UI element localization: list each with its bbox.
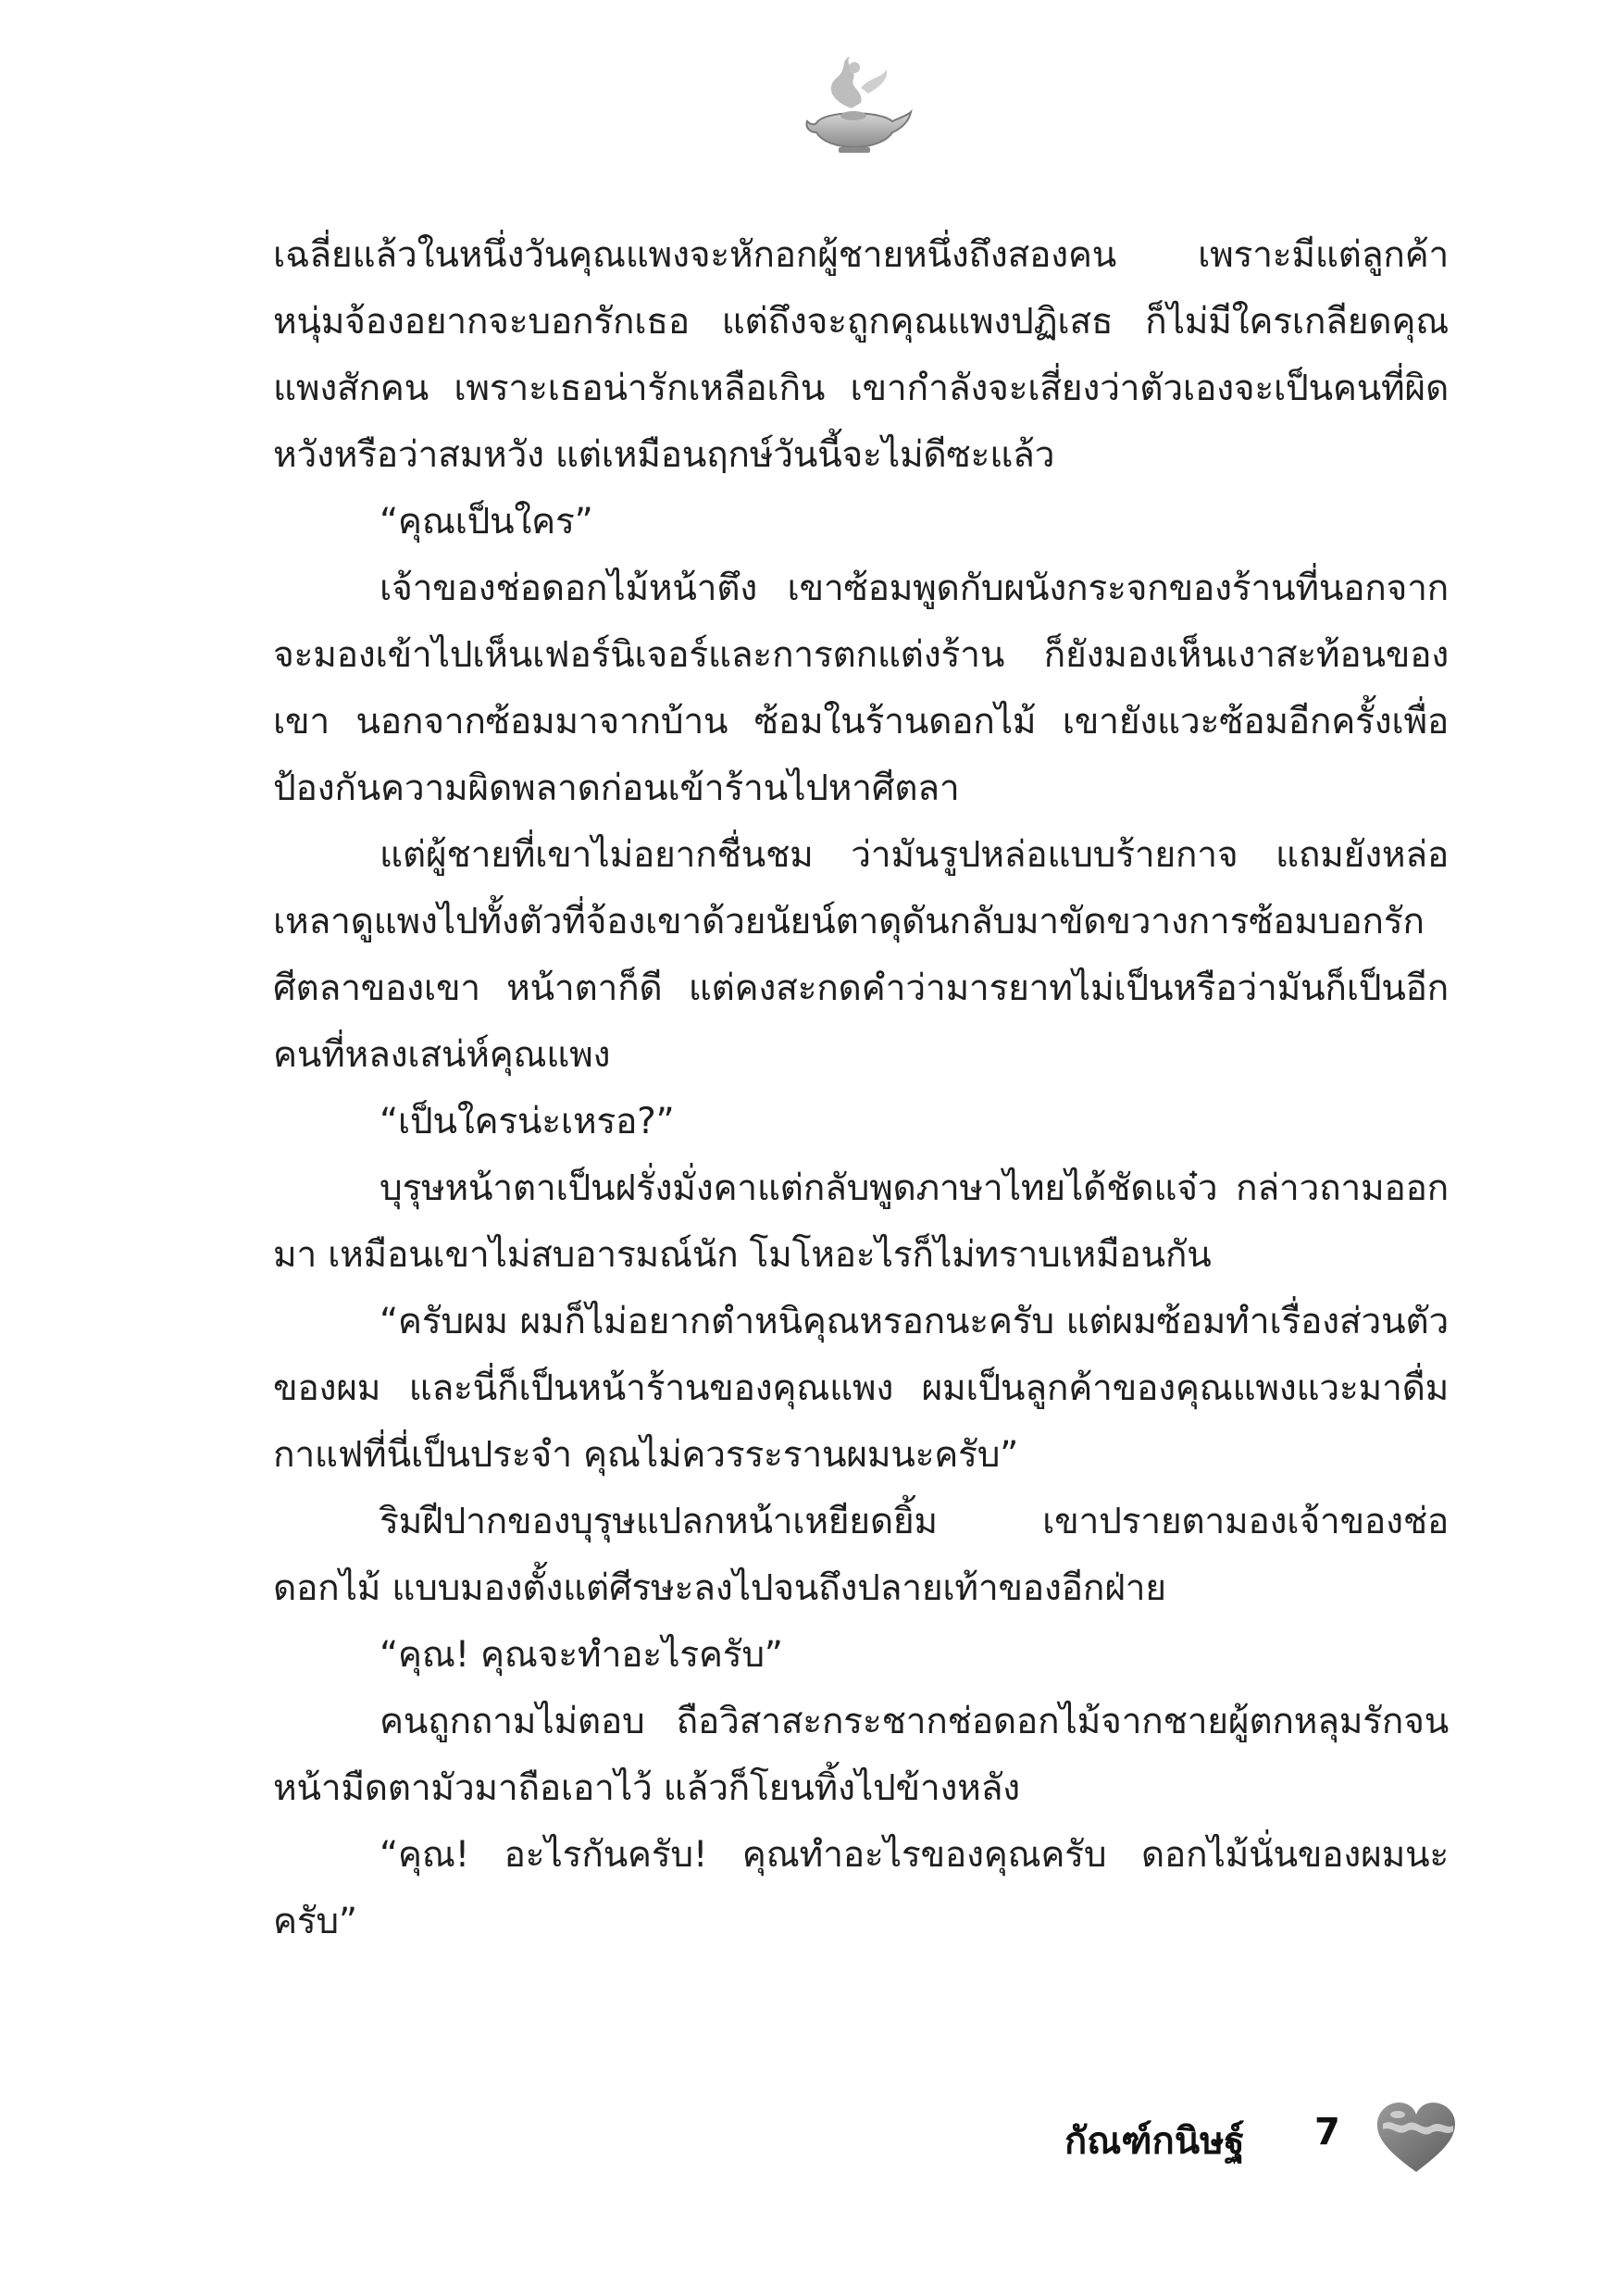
dialogue-line: “เป็นใครน่ะเหรอ?” xyxy=(380,1101,675,1142)
page-footer xyxy=(1064,2090,1435,2202)
dialogue-line: “คุณ! อะไรกันครับ! คุณทำอะไรของคุณครับ ดอกไม้นั่นของผมนะครับ” xyxy=(273,1834,1449,1942)
story-body xyxy=(273,222,1449,2055)
dialogue-line: “คุณเป็นใคร” xyxy=(380,501,593,543)
paragraph: บุรุษหน้าตาเป็นฝรั่งมั่งคาแต่กลับพูดภาษาไทยได้ชัดแจ๋ว กล่าวถามออกมา เหมือนเขาไม่สบอารมณ์นัก โมโหอะไรก็ไม่ทราบเหมือนกัน xyxy=(273,1167,1449,1276)
paragraph: เจ้าของช่อดอกไม้หน้าตึง เขาซ้อมพูดกับผนังกระจกของร้านที่นอกจากจะมองเข้าไปเห็นเฟอร์นิเจอร์และการตกแต่งร้าน ก็ยังมองเห็นเงาสะท้อนของเขา นอกจากซ้อมมาจากบ้าน ซ้อมในร้านดอกไม้ เขายังแวะซ้อมอีกครั้งเพื่อป้องกันความผิดพลาดก่อนเข้าร้านไปหาศีตลา xyxy=(273,568,1449,809)
heart-icon xyxy=(1370,2090,1462,2183)
paragraph: เฉลี่ยแล้วในหนึ่งวันคุณแพงจะหักอกผู้ชายหนึ่งถึงสองคน เพราะมีแต่ลูกค้าหนุ่มจ้องอยากจะบอกรักเธอ แต่ถึงจะถูกคุณแพงปฏิเสธ ก็ไม่มีใครเกลียดคุณแพงสักคน เพราะเธอน่ารักเหลือเกิน เขากำลังจะเสี่ยงว่าตัวเองจะเป็นคนที่ผิดหวังหรือว่าสมหวัง แต่เหมือนฤกษ์วันนี้จะไม่ดีซะแล้ว xyxy=(273,234,1449,476)
dialogue-line: “คุณ! คุณจะทำอะไรครับ” xyxy=(380,1634,783,1676)
dialogue-line: “ครับผม ผมก็ไม่อยากตำหนิคุณหรอกนะครับ แต่ผมซ้อมทำเรื่องส่วนตัวของผม และนี่ก็เป็นหน้าร้านของคุณแพง ผมเป็นลูกค้าของคุณแพงแวะมาดื่มกาแฟที่นี่เป็นประจำ คุณไม่ควรระรานผมนะครับ” xyxy=(273,1301,1449,1476)
paragraph: คนถูกถามไม่ตอบ ถือวิสาสะกระชากช่อดอกไม้จากชายผู้ตกหลุมรักจนหน้ามืดตามัวมาถือเอาไว้ แล้วก็โยนทิ้งไปข้างหลัง xyxy=(273,1701,1449,1809)
paragraph: แต่ผู้ชายที่เขาไม่อยากชื่นชม ว่ามันรูปหล่อแบบร้ายกาจ แถมยังหล่อเหลาดูแพงไปทั้งตัวที่จ้องเขาด้วยนัยน์ตาดุดันกลับมาขัดขวางการซ้อมบอกรักศีตลาของเขา หน้าตาก็ดี แต่คงสะกดคำว่ามารยาทไม่เป็นหรือว่ามันก็เป็นอีกคนที่หลงเสน่ห์คุณแพง xyxy=(273,834,1449,1076)
paragraph: ริมฝีปากของบุรุษแปลกหน้าเหยียดยิ้ม เขาปรายตามองเจ้าของช่อดอกไม้ แบบมองตั้งแต่ศีรษะลงไปจนถึงปลายเท้าของอีกฝ่าย xyxy=(273,1501,1449,1609)
book-title: กัณฑ์กนิษฐ์ xyxy=(1064,2120,1245,2163)
page-number: 7 xyxy=(1314,2111,1340,2153)
genie-lamp-icon xyxy=(796,51,916,162)
